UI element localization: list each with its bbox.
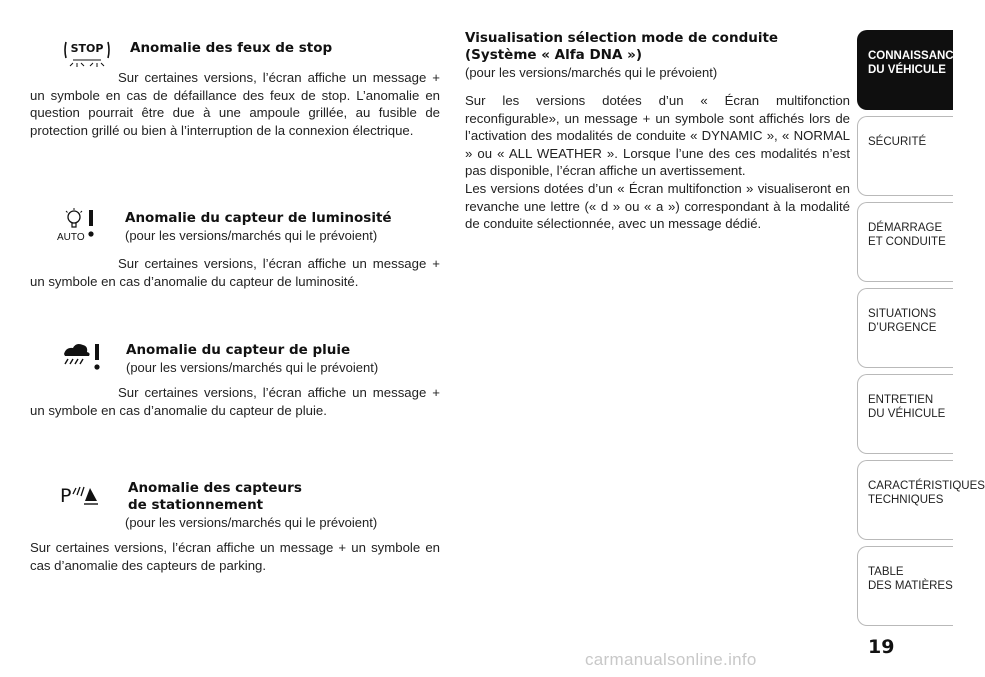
dna-body-1: Sur les versions dotées d’un « Écran multifonction reconfigurable», un message + un symbole sont affichés lors de l’activation des modalités de conduite « DYNAMIC », « NORMAL » ou « ALL WEATHER ». Lorsque l’une des ces modalités n’est pas disponible, l’écran affiche un avertissement. <box>465 93 850 178</box>
tab-label-line2: DU VÉHICULE <box>868 408 946 420</box>
svg-text:P: P <box>60 485 72 507</box>
svg-text:AUTO: AUTO <box>57 232 85 243</box>
rain-sensor-subheading: (pour les versions/marchés qui le prévoient) <box>126 360 379 375</box>
dna-subheading: (pour les versions/marchés qui le prévoient) <box>465 65 718 80</box>
tab-situations-urgence[interactable] <box>857 288 953 368</box>
tab-securite[interactable] <box>857 116 953 196</box>
tab-caracteristiques-techniques[interactable] <box>857 460 985 540</box>
parking-sensor-warning-icon <box>60 482 104 508</box>
light-sensor-subheading: (pour les versions/marchés qui le prévoient) <box>125 228 378 243</box>
tab-label-line2: DES MATIÈRES <box>868 580 953 592</box>
page-number: 19 <box>868 636 895 658</box>
rain-sensor-heading: Anomalie du capteur de pluie <box>126 342 351 358</box>
tab-demarrage-conduite[interactable] <box>857 202 953 282</box>
tab-label-line1: ENTRETIEN <box>868 394 934 406</box>
tab-table-matieres[interactable] <box>857 546 953 626</box>
tab-label-line1: CARACTÉRISTIQUES <box>868 480 985 492</box>
light-sensor-warning-icon <box>57 208 103 244</box>
rain-sensor-warning-icon <box>62 340 106 372</box>
stop-light-warning-icon <box>63 38 113 68</box>
tab-label-line2: DU VÉHICULE <box>868 64 946 76</box>
parking-subheading: (pour les versions/marchés qui le prévoient) <box>125 515 378 530</box>
stop-heading: Anomalie des feux de stop <box>130 40 333 56</box>
tab-label-line2: ET CONDUITE <box>868 236 946 248</box>
parking-heading-line2: de stationnement <box>128 497 264 513</box>
rain-sensor-body: Sur certaines versions, l’écran affiche un message + un symbole en cas d’anomalie du capteur de pluie. <box>30 385 440 418</box>
tab-label-line1: SITUATIONS <box>868 308 937 320</box>
dna-heading-line2: (Système « Alfa DNA ») <box>465 47 642 63</box>
dna-heading-line1: Visualisation sélection mode de conduite <box>465 30 779 46</box>
parking-heading-line1: Anomalie des capteurs <box>128 480 302 496</box>
tab-label-line1: TABLE <box>868 566 904 578</box>
tab-label-line1: DÉMARRAGE <box>868 222 943 234</box>
tab-label-line1: CONNAISSANCE <box>868 50 962 62</box>
tab-label-line2: TECHNIQUES <box>868 494 944 506</box>
tab-label-line2: D’URGENCE <box>868 322 937 334</box>
svg-text:STOP: STOP <box>70 42 104 55</box>
stop-body: Sur certaines versions, l’écran affiche un message + un symbole en cas de défaillance des feux de stop. L’anomalie en question pourrait être due à une ampoule grillée, au fusible de protection grillé ou bien à l’interruption de la connexion électrique. <box>30 70 440 138</box>
dna-body-2: Les versions dotées d’un « Écran multifonction » visualiseront en revanche une lettre (« d » ou « a ») correspondant à la modalité de conduite sélectionnée, avec un message dédié. <box>465 181 850 231</box>
light-sensor-body: Sur certaines versions, l’écran affiche un message + un symbole en cas d’anomalie du capteur de luminosité. <box>30 256 440 289</box>
watermark: carmanualsonline.info <box>585 650 757 669</box>
light-sensor-heading: Anomalie du capteur de luminosité <box>125 210 392 226</box>
tab-label-line1: SÉCURITÉ <box>868 136 927 148</box>
parking-body: Sur certaines versions, l’écran affiche un message + un symbole en cas d’anomalie des capteurs de parking. <box>30 540 440 573</box>
tab-connaissance-vehicule[interactable] <box>857 30 962 110</box>
tab-entretien-vehicule[interactable] <box>857 374 953 454</box>
